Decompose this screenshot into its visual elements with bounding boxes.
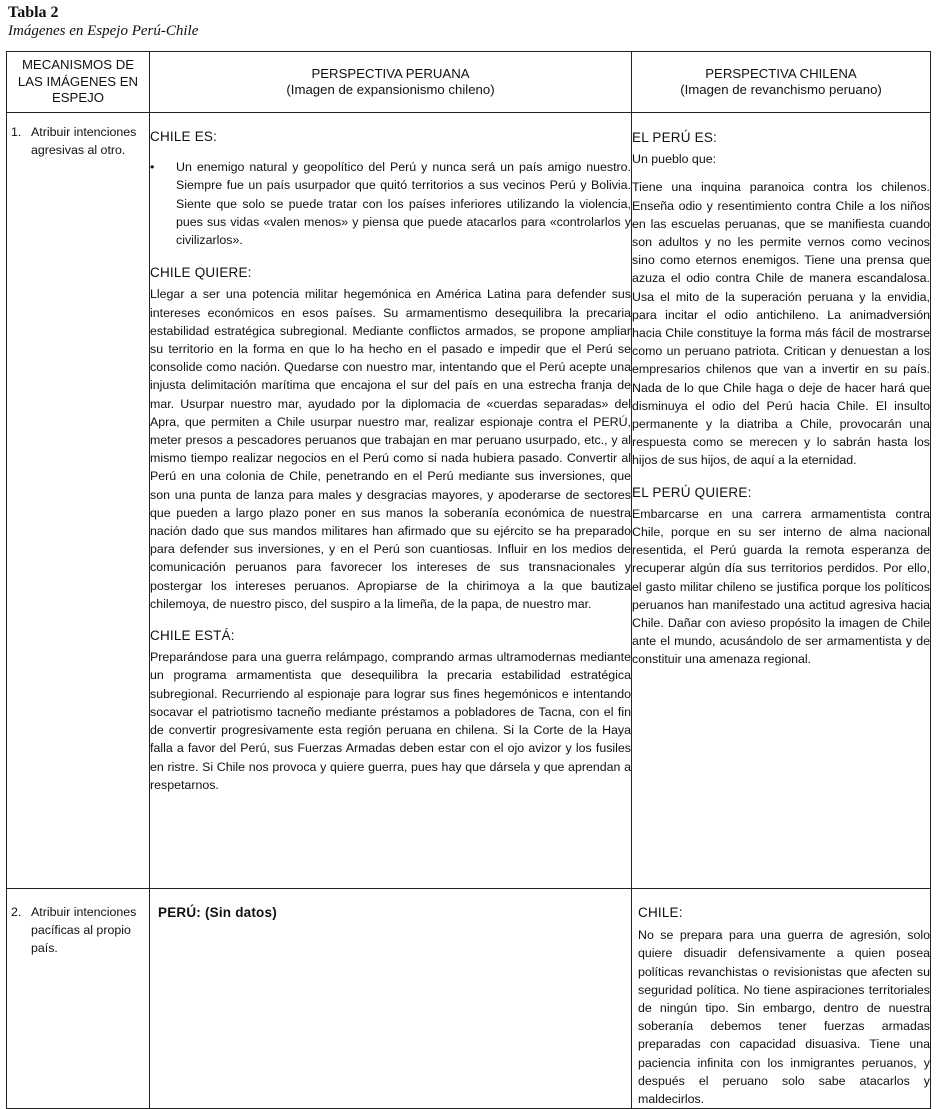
bullet-list bbox=[150, 158, 631, 249]
table-row bbox=[7, 113, 931, 889]
table-caption-subtitle: Imágenes en Espejo Perú-Chile bbox=[8, 23, 199, 39]
mechanism-text: Atribuir intenciones agresivas al otro. bbox=[31, 125, 137, 158]
mechanism-number: 1. bbox=[11, 125, 22, 139]
peruvian-perspective-cell bbox=[150, 889, 632, 1109]
paragraph: Preparándose para una guerra relámpago, comprando armas ultramodernas mediante un programa armamentista que desequilibra la precaria estabilidad estratégica subregional. Recurriendo al espionaje para lograr sus fines hegemónicos e intentando socavar el patriotismo tacneño mediante préstamos a pobladores de Tacna, con el fin de convertir progresivamente esta región peruana en chilena. Si la Corte de la Haya falla a favor del Perú, sus Fuerzas Armadas deben estar con el ojo avizor y los fusiles en ristre. Si Chile nos provoca y quiere guerra, pues hay que dársela y que aprendan a respetarnos. bbox=[150, 650, 631, 792]
section-heading: CHILE ES: bbox=[150, 129, 218, 144]
chilean-perspective-cell bbox=[632, 113, 931, 889]
bullet-icon: • bbox=[150, 160, 155, 175]
peruvian-perspective-cell bbox=[150, 113, 632, 889]
mechanism-text: Atribuir intenciones pacíficas al propio país. bbox=[31, 905, 137, 956]
section-heading: CHILE ESTÁ: bbox=[150, 628, 235, 644]
section-heading: PERÚ: (Sin datos) bbox=[158, 905, 277, 920]
header-mechanisms-label: MECANISMOS DE LAS IMÁGENES EN ESPEJO bbox=[17, 57, 139, 106]
header-chilean-title: PERSPECTIVA CHILENA bbox=[705, 65, 857, 81]
mechanism-number: 2. bbox=[11, 905, 22, 919]
header-peruvian-title: PERSPECTIVA PERUANA bbox=[311, 65, 470, 81]
paragraph: Llegar a ser una potencia militar hegemónica en América Latina para defender sus intereses económicos en esos países. Su armamentismo desequilibra la precaria estabilidad estratégica subregional. Mediante conflictos armados, se propone ampliar su territorio en la forma en que lo ha hecho en el pasado e impedir que el Perú se consolide como nación. Quedarse con nuestro mar, intentando que el Perú acepte una injusta delimitación marítima que encajona el sur del país en una estrecha franja de mar. Usurpar nuestro mar, ayudado por la diplomacia de «cuerdas separadas» del Apra, que permiten a Chile usurpar nuestro mar, realizar espionaje contra el PERÚ, meter presos a pescadores peruanos que trabajan en mar peruano usurpado, etc., y al mismo tiempo realizar negocios en el Perú como si nada hubiera pasado. Convertir al Perú en una colonia de Chile, penetrando en el Perú mediante sus inversiones, que son una punta de lanza para males y desgracias mayores, y apoderarse de sectores que pueden a largo plazo poner en sus manos la soberanía económica de nuestra nación dado que sus mandos militares han afirmado que su ejército se ha preparado para defender sus inversiones, y en el Perú son cuantiosas. Influir en los medios de comunicación peruanos para favorecer los intereses de sus transnacionales y postergar los intereses peruanos. Apropiarse de la chirimoya a la que bautiza chilemoya, de nuestro pisco, del suspiro a la limeña, de la papa, de nuestro mar. bbox=[150, 287, 631, 611]
list-item bbox=[150, 158, 631, 249]
header-mechanisms bbox=[7, 52, 150, 113]
header-row bbox=[7, 52, 931, 113]
table-caption-title: Tabla 2 bbox=[8, 4, 59, 21]
header-peruvian-subtitle: (Imagen de expansionismo chileno) bbox=[286, 82, 495, 97]
section-heading: CHILE: bbox=[638, 905, 683, 920]
header-chilean-subtitle: (Imagen de revanchismo peruano) bbox=[680, 82, 882, 97]
mechanism-cell bbox=[7, 113, 150, 889]
list-item-text: Un enemigo natural y geopolítico del Perú y nunca será un país amigo nuestro. Siempre fue un país usurpador que quitó territorios a sus vecinos Perú y Bolivia. Siente que solo se puede tratar con los países inferiores utilizando la violencia, pues sus vidas «valen menos» y piensa que puede atacarlos para «controlarlos y civilizarlos». bbox=[176, 160, 631, 248]
mirror-images-table bbox=[6, 51, 931, 1109]
section-heading: EL PERÚ ES: bbox=[632, 130, 717, 145]
paragraph: No se prepara para una guerra de agresión, solo quiere disuadir defensivamente a quien posea políticas revanchistas o revisionistas que afecten su seguridad política. No tiene aspiraciones territoriales de ningún tipo. Sin embargo, dentro de nuestra soberanía debemos tener fuerzas armadas preparadas con capacidad disuasiva. Tiene una paciencia infinita con los inmigrantes peruanos, y después el peruano solo sabe atacarlos y maldecirlos. bbox=[638, 928, 930, 1107]
section-heading: EL PERÚ QUIERE: bbox=[632, 484, 752, 500]
table-row bbox=[7, 889, 931, 1109]
chilean-perspective-cell bbox=[632, 889, 931, 1109]
paragraph: Embarcarse en una carrera armamentista contra Chile, porque en su ser interno de alma nacional resentida, el Perú guarda la remota esperanza de recuperar algún día sus territorios perdidos. Por ello, el gasto militar chileno se justifica porque los políticos peruanos han manifestado una actitud agresiva hacia Chile. Dañar con avieso propósito la imagen de Chile ante el mundo, acusándolo de ser armamentista y de constituir una amenaza regional. bbox=[632, 506, 930, 667]
mechanism-cell bbox=[7, 889, 150, 1109]
header-chilean-perspective bbox=[632, 52, 931, 113]
paragraph: Tiene una inquina paranoica contra los chilenos. Enseña odio y resentimiento contra Chile a los niños en las escuelas peruanas, que se manifiesta cuando son adultos y no les permite vernos como vecinos sino como eternos enemigos. Tiene una prensa que azuza el odio contra Chile de manera escandalosa. Usa el mito de la superación peruana y la envidia, para incitar el odio antichileno. La animadversión hacia Chile constituye la forma más fácil de mostrarse como un peruano patriota. Critican y denuestan a los empresarios chilenos que van a invertir en su país. Nada de lo que Chile haga o deje de hacer hará que disminuya el odio del Perú hacia Chile. El insulto permanente y la diatriba a Chile, provocarán una respuesta como se merecen y lo sabrán hasta los hijos de sus hijos, de aquí a la eternidad. bbox=[632, 180, 930, 468]
paragraph: Un pueblo que: bbox=[632, 152, 717, 167]
header-peruvian-perspective bbox=[150, 52, 632, 113]
section-heading: CHILE QUIERE: bbox=[150, 265, 252, 281]
